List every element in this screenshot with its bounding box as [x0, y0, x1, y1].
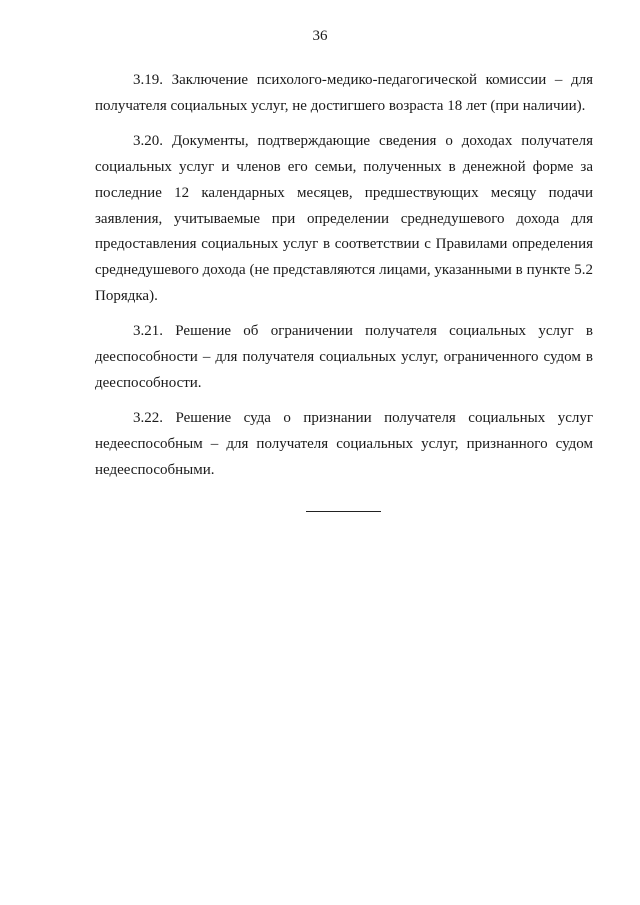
page-number: 36 — [312, 28, 328, 44]
paragraph-3-21: 3.21. Решение об ограничении получателя социальных услуг в дееспособности – для получателя социальных услуг, ограниченного судом в дееспособности. — [95, 323, 593, 391]
paragraph-3-20: 3.20. Документы, подтверждающие сведения о доходах получателя социальных услуг и членов его семьи, полученных в денежной форме за последние 12 календарных месяцев, предшествующих месяцу подачи заявления, учитываемые при определении среднедушевого дохода для предоставления социальных услуг в соответствии с Правилами определения среднедушевого дохода (не представляются лицами, указанными в пункте 5.2 Порядка). — [95, 133, 593, 304]
paragraph-3-22: 3.22. Решение суда о признании получателя социальных услуг недееспособным – для получателя социальных услуг, признанного судом недееспособными. — [95, 410, 593, 478]
paragraph-3-19: 3.19. Заключение психолого-медико-педагогической комиссии – для получателя социальных услуг, не достигшего возраста 18 лет (при наличии). — [95, 72, 593, 114]
document-body — [95, 68, 593, 494]
end-divider — [306, 511, 381, 512]
